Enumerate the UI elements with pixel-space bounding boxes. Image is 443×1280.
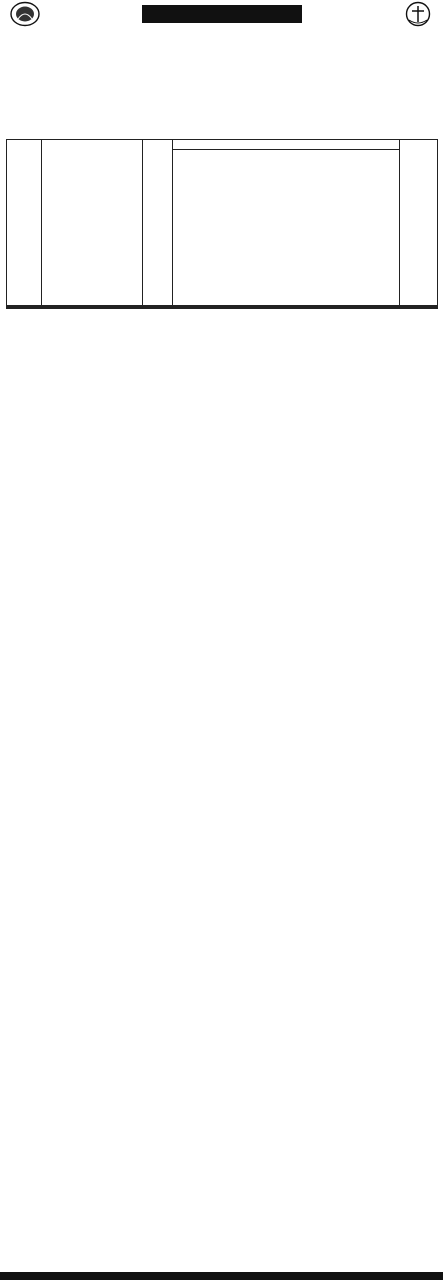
health-department-logo-right-icon: [401, 1, 435, 27]
criteria-row-3: [7, 308, 438, 309]
col-header-sno: [7, 140, 42, 306]
balochistan-emblem-left-icon: [8, 1, 42, 27]
header: [0, 0, 443, 28]
col-header-bps: [143, 140, 173, 306]
posts-table: [6, 139, 438, 309]
col-header-location-group: [172, 140, 399, 150]
page-title: [142, 5, 302, 23]
criteria-medical-officers: [7, 308, 438, 309]
social-links-bar: [0, 1272, 443, 1280]
table-header-row: [7, 140, 438, 150]
col-header-total: [399, 140, 437, 306]
col-header-positions: [41, 140, 142, 306]
